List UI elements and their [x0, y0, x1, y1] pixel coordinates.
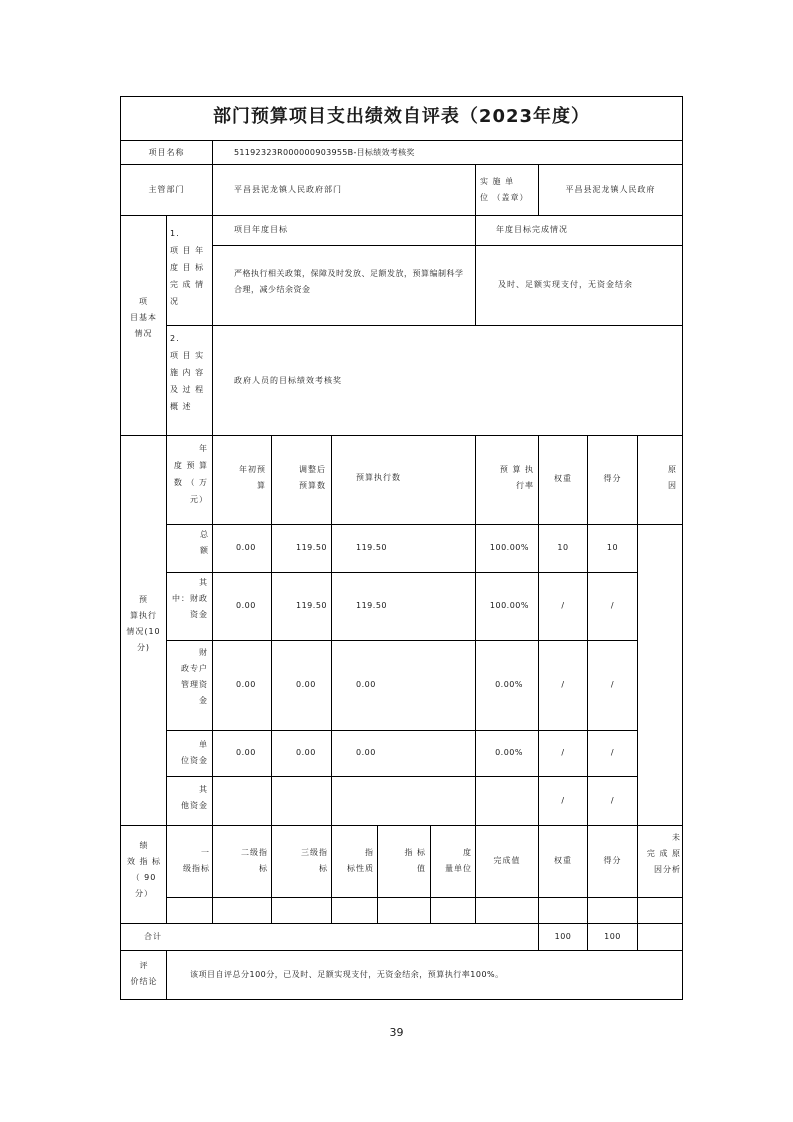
total-weight-value: 100 — [554, 932, 572, 941]
level2-header: 二级指 标 — [241, 848, 268, 873]
budget-row-label: 其 他资金 — [181, 785, 208, 810]
perf-empty-cell — [538, 897, 588, 924]
perf-empty-cell — [587, 897, 638, 924]
perf-empty-cell — [377, 897, 431, 924]
weight-header: 权重 — [554, 474, 572, 483]
perf-empty-cell — [166, 897, 213, 924]
budget-score-value: / — [610, 680, 615, 689]
budget-initial-value: 0.00 — [236, 543, 256, 552]
initial-header: 年初预 算 — [239, 465, 266, 490]
budget-section-label: 预 算执行 情况(10 分) — [126, 595, 161, 652]
page-title: 部门预算项目支出绩效自评表（2023年度） — [212, 106, 591, 127]
budget-weight-value: / — [561, 680, 565, 689]
budget-adjusted-value: 0.00 — [296, 680, 316, 689]
budget-executed-value: 0.00 — [356, 680, 376, 689]
level3-header: 三级指 标 — [301, 848, 328, 873]
total-score-value: 100 — [604, 932, 621, 941]
total-empty-cell — [637, 923, 683, 951]
content-label: 2. 项 目 实 施 内 容 及 过 程 概 述 — [170, 334, 205, 411]
perf-empty-cell — [212, 897, 272, 924]
budget-score-value: / — [610, 748, 615, 757]
dept-label: 主管部门 — [148, 185, 185, 194]
executed-header: 预算执行数 — [356, 473, 401, 482]
budget-score-value: / — [610, 601, 615, 610]
perf-empty-cell — [637, 897, 683, 924]
perf-score-header: 得分 — [603, 856, 622, 865]
dept-value: 平昌县泥龙镇人民政府部门 — [234, 185, 342, 194]
perf-empty-cell — [475, 897, 539, 924]
budget-initial-value: 0.00 — [236, 680, 256, 689]
performance-section-label: 绩 效 指 标 （ 90 分） — [126, 841, 162, 898]
conclusion-value: 该项目自评总分100分，已及时、足额实现支付，无资金结余，预算执行率100%。 — [190, 970, 504, 979]
score-header: 得分 — [603, 474, 622, 483]
budget-rate-value: 100.00% — [489, 543, 529, 552]
annual-budget-header: 年 度 预 算 数 （ 万 元） — [173, 444, 208, 504]
budget-rate-value: 100.00% — [489, 601, 529, 610]
goal-header: 项目年度目标 — [234, 225, 288, 234]
project-name-label: 项目名称 — [148, 148, 185, 157]
perf-reason-header: 未 完 成 原 因分析 — [646, 833, 681, 874]
budget-cell — [212, 776, 272, 826]
budget-weight-value: / — [561, 796, 565, 805]
conclusion-label: 评 价结论 — [130, 961, 158, 986]
reason-merged-cell — [637, 524, 683, 826]
basic-info-section-label: 项 目基本 情况 — [130, 297, 157, 338]
unit-header: 度 量单位 — [445, 848, 472, 873]
budget-executed-value: 119.50 — [356, 543, 387, 552]
budget-adjusted-value: 0.00 — [296, 748, 316, 757]
budget-score-value: 10 — [606, 543, 619, 552]
reason-header: 原 因 — [668, 465, 677, 490]
budget-adjusted-value: 119.50 — [296, 601, 327, 610]
budget-row-label: 其 中：财政 资金 — [172, 578, 208, 619]
project-name-value: 51192323R000000903955B-目标绩效考核奖 — [234, 148, 415, 157]
budget-weight-value: / — [561, 601, 565, 610]
perf-empty-cell — [430, 897, 476, 924]
budget-score-value: / — [610, 796, 615, 805]
budget-row-label: 总 额 — [200, 530, 209, 555]
completed-header: 完成值 — [493, 856, 521, 865]
budget-executed-value: 119.50 — [356, 601, 387, 610]
perf-empty-cell — [331, 897, 378, 924]
rate-header: 预 算 执 行率 — [499, 465, 534, 490]
criterion-header: 指 标性质 — [347, 848, 374, 873]
total-label: 合计 — [144, 932, 162, 941]
budget-initial-value: 0.00 — [236, 748, 256, 757]
budget-initial-value: 0.00 — [236, 601, 256, 610]
perf-empty-cell — [271, 897, 332, 924]
budget-rate-value: 0.00% — [495, 748, 523, 757]
budget-cell — [475, 776, 539, 826]
impl-value: 平昌县泥龙镇人民政府 — [565, 185, 656, 194]
budget-weight-value: / — [561, 748, 565, 757]
budget-weight-value: 10 — [557, 543, 569, 552]
budget-row-label: 财 政专户 管理资 金 — [181, 648, 208, 705]
completion-header: 年度目标完成情况 — [496, 225, 568, 234]
budget-adjusted-value: 119.50 — [296, 543, 327, 552]
level1-header: 一 级指标 — [183, 848, 210, 873]
content-value: 政府人员的目标绩效考核奖 — [234, 376, 342, 385]
budget-cell — [271, 776, 332, 826]
goals-label: 1. 项 目 年 度 目 标 完 成 情 况 — [170, 229, 205, 306]
budget-cell — [331, 776, 476, 826]
impl-label: 实 施 单 位 （盖章） — [480, 177, 529, 202]
adjusted-header: 调整后 预算数 — [299, 465, 326, 490]
budget-rate-value: 0.00% — [495, 680, 523, 689]
budget-executed-value: 0.00 — [356, 748, 376, 757]
completion-value: 及时、足额实现支付，无资金结余 — [498, 280, 633, 289]
perf-weight-header: 权重 — [554, 856, 572, 865]
page-number: 39 — [389, 1026, 404, 1039]
budget-row-label: 单 位资金 — [181, 740, 208, 765]
goal-value: 严格执行相关政策，保障及时发放、足额发放，预算编制科学 合理，减少结余资金 — [234, 269, 464, 294]
value-header: 指 标 值 — [404, 848, 426, 873]
